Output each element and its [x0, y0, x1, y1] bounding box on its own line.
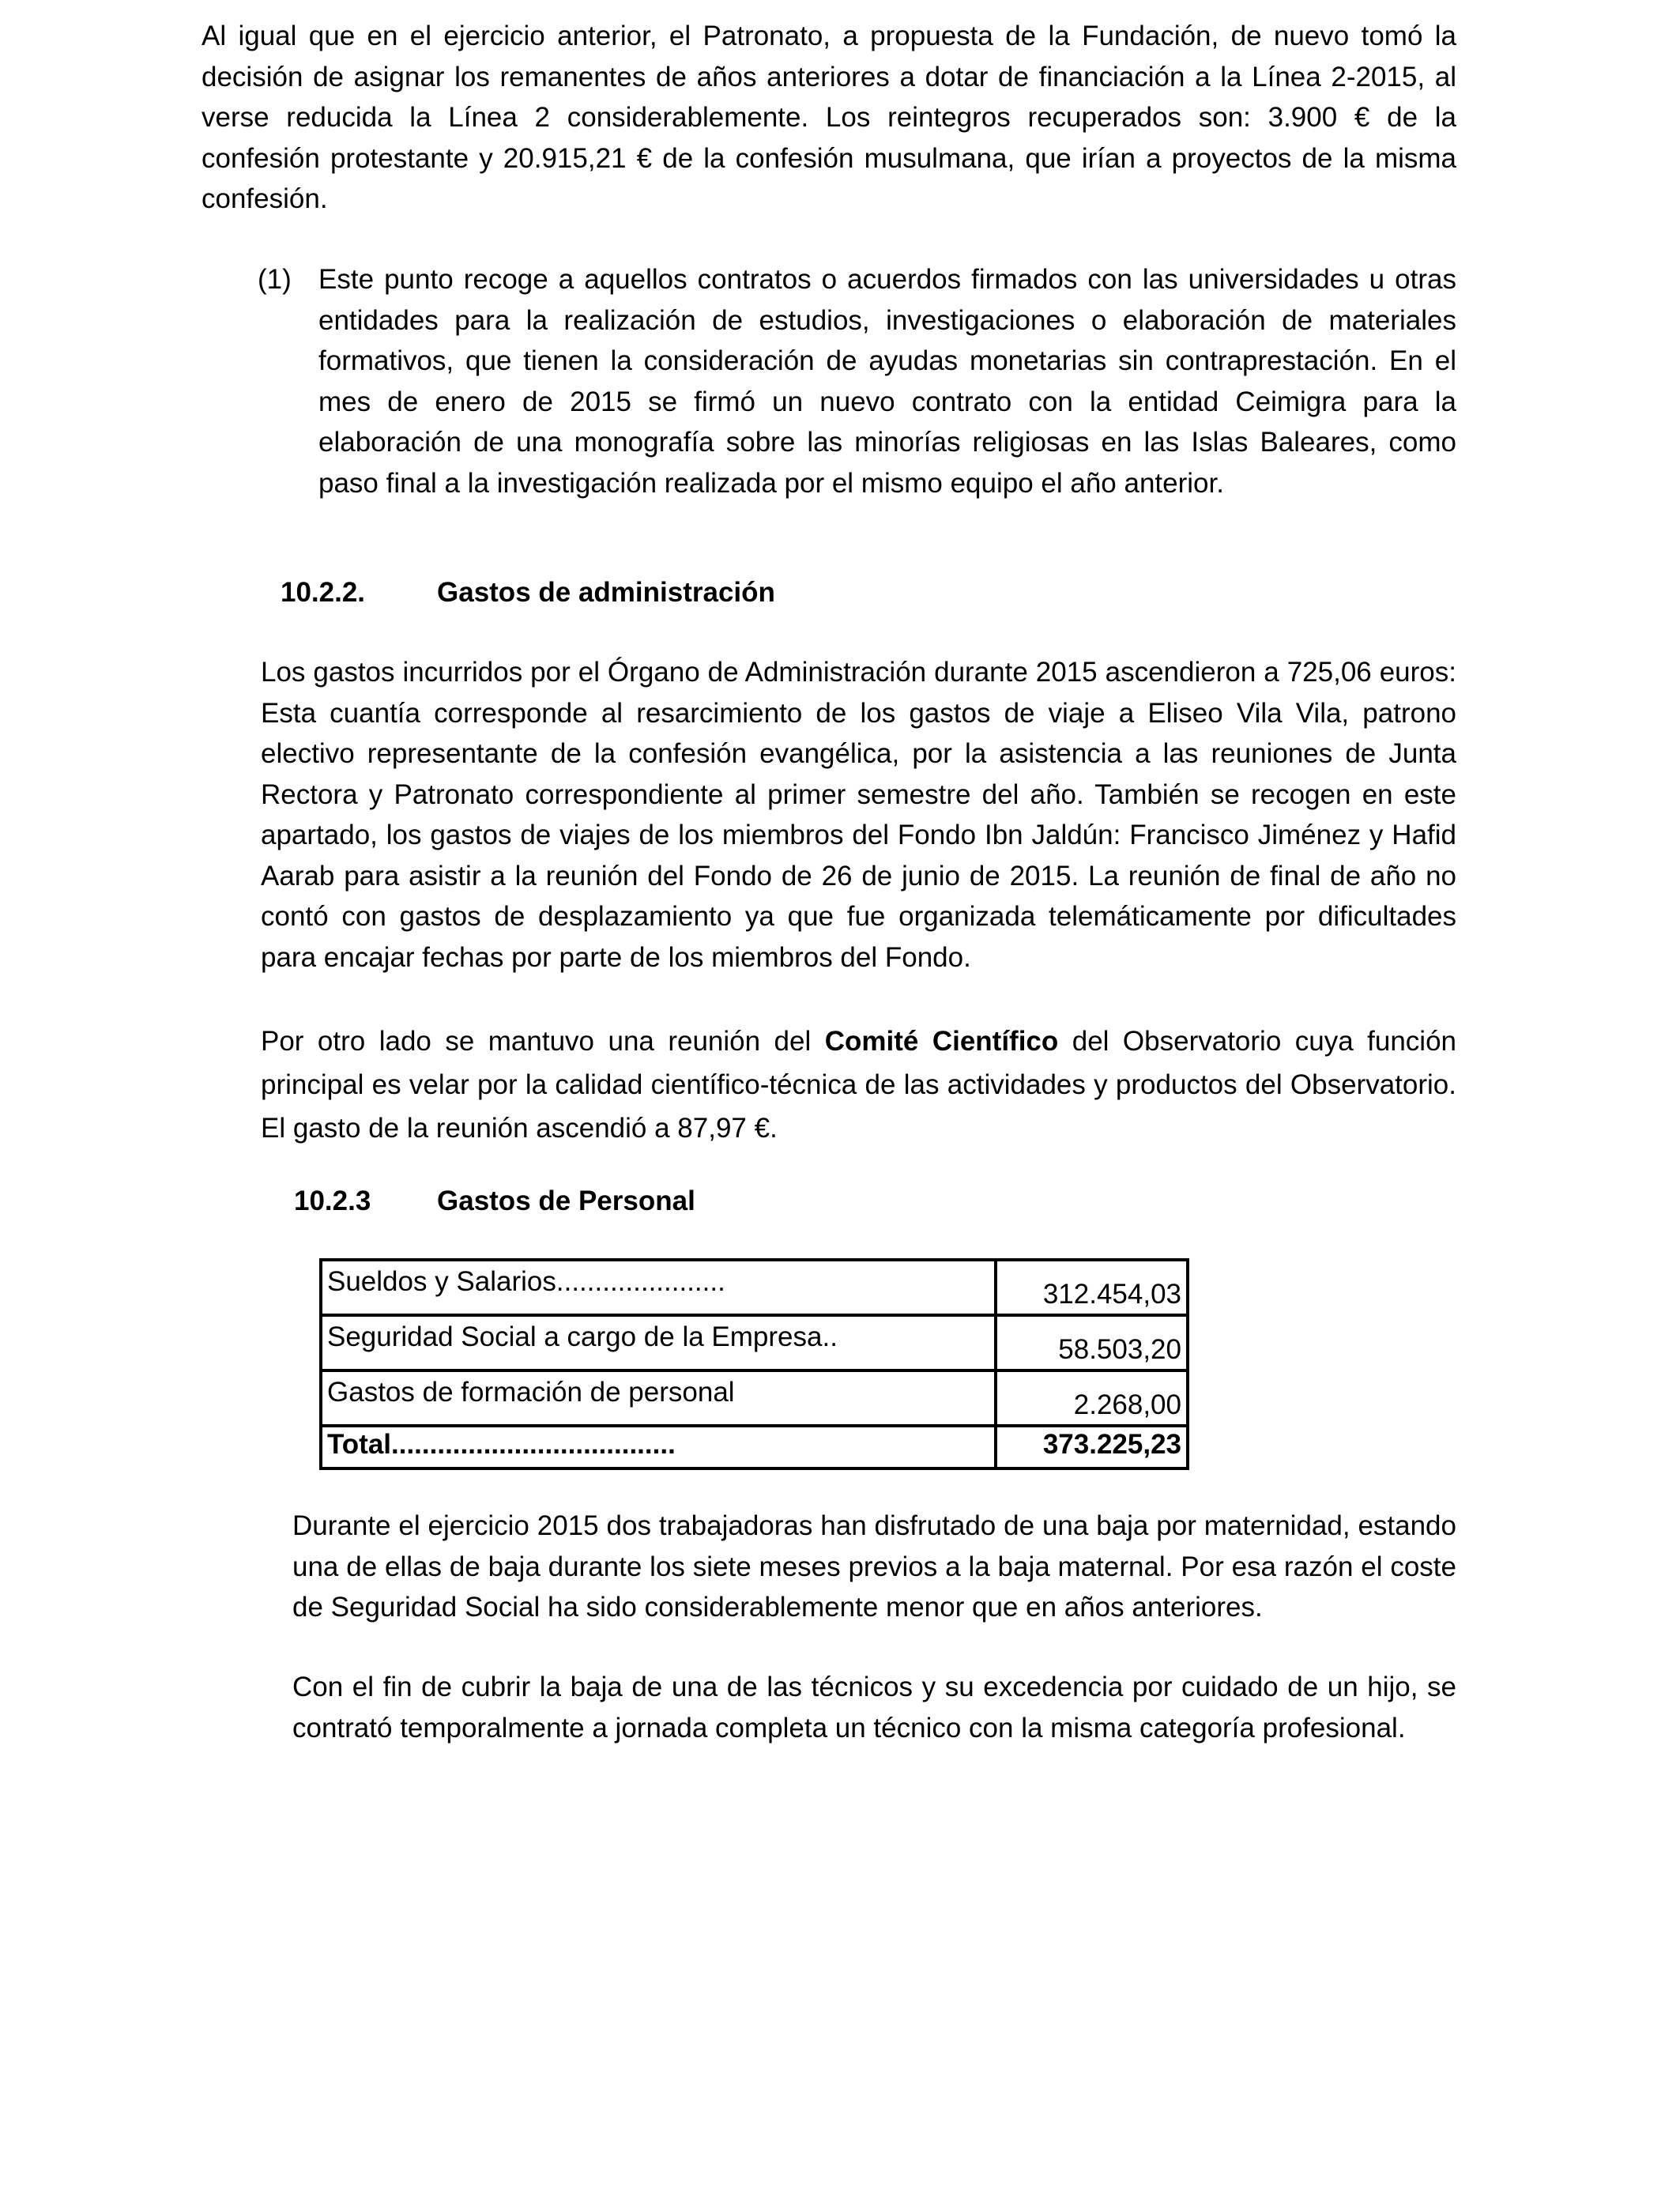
- total-label: Total.....................................: [321, 1426, 996, 1468]
- footnote-number: (1): [258, 264, 292, 295]
- row-label: Sueldos y Salarios......................: [321, 1260, 996, 1315]
- section-number-personal: 10.2.3: [294, 1186, 371, 1216]
- table-total-row: [321, 1426, 1188, 1468]
- total-value: 373.225,23: [996, 1426, 1188, 1468]
- admin-paragraph-2-end: del Observatorio cuya función principal es velar por la calidad científico-técnica de las actividades y productos del Observatorio. El gasto de la reunión ascendió a 87,97 €.: [261, 1026, 1456, 1144]
- section-number-admin: 10.2.2.: [281, 577, 366, 608]
- footnote-text: Este punto recoge a aquellos contratos o acuerdos firmados con las universidades u otras entidades para la realización de estudios, investigaciones o elaboración de materiales formativos, que tienen la consideración de ayudas monetarias sin contraprestación. En el mes de enero de 2015 se firmó un nuevo contrato con la entidad Ceimigra para la elaboración de una monografía sobre las minorías religiosas en las Islas Baleares, como paso final a la investigación realizada por el mismo equipo el año anterior.: [318, 264, 1456, 499]
- admin-paragraph-2-start: Por otro lado se mantuvo una reunión del: [261, 1026, 825, 1057]
- admin-paragraph-2: [261, 1020, 1456, 1150]
- personnel-expenses-table: [319, 1258, 1189, 1470]
- comite-cientifico-bold: Comité Científico: [824, 1026, 1059, 1057]
- table-row: [321, 1370, 1188, 1426]
- admin-paragraph-1: Los gastos incurridos por el Órgano de Administración durante 2015 ascendieron a 725,06 euros: Esta cuantía corresponde al resarcimiento de los gastos de viaje a Eliseo Vila Vila, patrono electivo representante de la confesión evangélica, por la asistencia a las reuniones de Junta Rectora y Patronato correspondiente al primer semestre del año. También se recogen en este apartado, los gastos de viajes de los miembros del Fondo Ibn Jaldún: Francisco Jiménez y Hafid Aarab para asistir a la reunión del Fondo de 26 de junio de 2015. La reunión de final de año no contó con gastos de desplazamiento ya que fue organizada telemáticamente por dificultades para encajar fechas por parte de los miembros del Fondo.: [261, 657, 1456, 973]
- personal-paragraph-2: Con el fin de cubrir la baja de una de las técnicos y su excedencia por cuidado de un hijo, se contrató temporalmente a jornada completa un técnico con la misma categoría profesional.: [292, 1672, 1456, 1744]
- table-row: [321, 1260, 1188, 1315]
- row-label: Gastos de formación de personal: [321, 1370, 996, 1426]
- row-label: Seguridad Social a cargo de la Empresa..: [321, 1315, 996, 1370]
- row-value: 58.503,20: [996, 1315, 1188, 1370]
- section-title-admin: Gastos de administración: [437, 577, 775, 608]
- intro-paragraph: Al igual que en el ejercicio anterior, el Patronato, a propuesta de la Fundación, de nuevo tomó la decisión de asignar los remanentes de años anteriores a dotar de financiación a la Línea 2-2015, al verse reducida la Línea 2 considerablemente. Los reintegros recuperados son: 3.900 € de la confesión protestante y 20.915,21 € de la confesión musulmana, que irían a proyectos de la misma confesión.: [202, 21, 1456, 214]
- section-title-personal: Gastos de Personal: [437, 1186, 695, 1216]
- table-row: [321, 1315, 1188, 1370]
- row-value: 2.268,00: [996, 1370, 1188, 1426]
- row-value: 312.454,03: [996, 1260, 1188, 1315]
- personal-paragraph-1: Durante el ejercicio 2015 dos trabajadoras han disfrutado de una baja por maternidad, estando una de ellas de baja durante los siete meses previos a la baja maternal. Por esa razón el coste de Seguridad Social ha sido considerablemente menor que en años anteriores.: [292, 1510, 1456, 1623]
